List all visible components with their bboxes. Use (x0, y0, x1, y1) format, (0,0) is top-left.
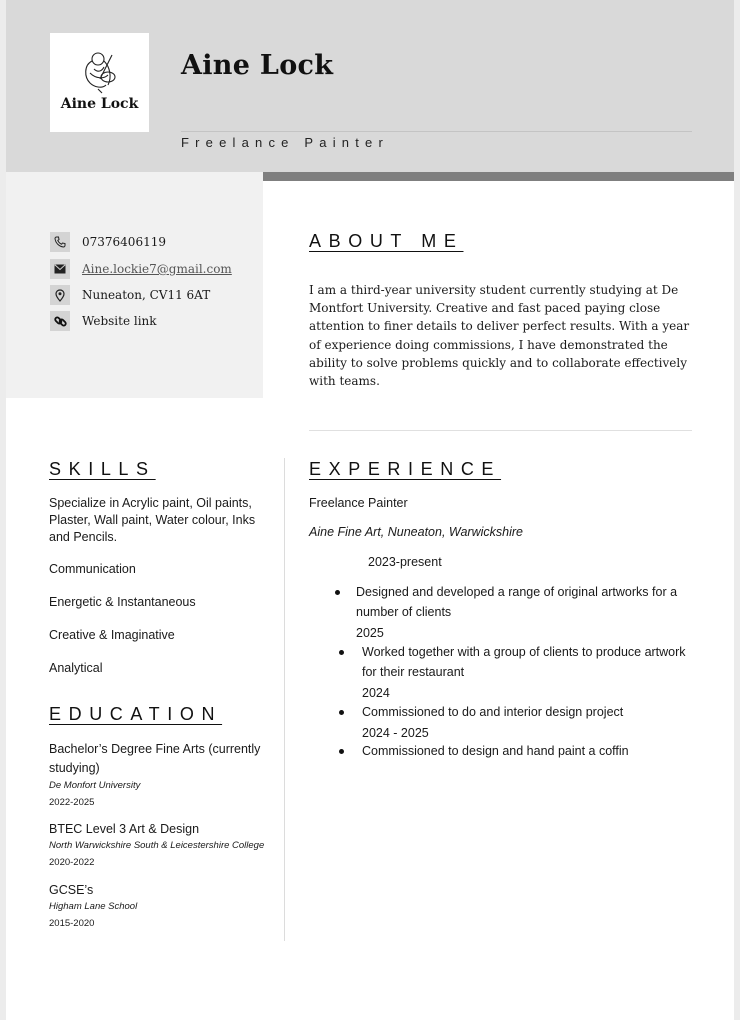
bullet-dot (335, 590, 340, 595)
skill-item: Specialize in Acrylic paint, Oil paints, Plaster, Wall paint, Water colour, Inks and Pencils. (49, 496, 256, 544)
skill-item: Energetic & Instantaneous (49, 595, 196, 609)
experience-item-year: 2024 - 2025 (362, 726, 429, 740)
job-title: Freelance Painter (181, 135, 390, 150)
skills-heading: SKILLS (49, 459, 156, 479)
education-years: 2020-2022 (49, 857, 95, 868)
education-school: De Monfort University (49, 780, 141, 791)
experience-item: Worked together with a group of clients to produce artwork for their restaurant (362, 645, 686, 679)
experience-item: Commissioned to design and hand paint a coffin (362, 744, 629, 758)
about-text: I am a third-year university student currently studying at De Montfort University. Creative and fast paced paying close attention to finer details to deliver perfect results. With a year of experience doing commissions, I have demonstrated the ability to solve problems quickly and to collaborate effectively with teams. (309, 283, 690, 389)
envelope-icon (50, 259, 70, 279)
header-divider (181, 131, 692, 132)
skill-item: Communication (49, 562, 136, 576)
location-text: Nuneaton, CV11 6AT (82, 288, 211, 302)
experience-period: 2023-present (368, 555, 442, 569)
website-link[interactable]: Website link (82, 314, 157, 328)
education-title: BTEC Level 3 Art & Design (49, 822, 200, 836)
education-title: GCSE’s (49, 883, 94, 897)
about-divider (309, 430, 692, 431)
resume-page (6, 0, 734, 1020)
phone-text: 07376406119 (82, 235, 166, 249)
painter-figure-icon (78, 49, 122, 95)
experience-item-year: 2025 (356, 626, 384, 640)
experience-role: Freelance Painter (309, 496, 408, 510)
page-title: Aine Lock (181, 50, 334, 81)
education-school: Higham Lane School (49, 901, 138, 912)
experience-item: Designed and developed a range of original artworks for a number of clients (356, 585, 678, 619)
logo-text: Aine Lock (60, 96, 139, 112)
experience-heading: EXPERIENCE (309, 459, 502, 479)
bullet-dot (339, 710, 344, 715)
logo (50, 33, 149, 132)
link-icon (50, 311, 70, 331)
experience-company: Aine Fine Art, Nuneaton, Warwickshire (309, 525, 523, 539)
phone-icon (50, 232, 70, 252)
education-school: North Warwickshire South & Leicestershire College (49, 840, 265, 851)
experience-item-year: 2024 (362, 686, 390, 700)
location-pin-icon (50, 285, 70, 305)
education-years: 2015-2020 (49, 918, 95, 929)
education-years: 2022-2025 (49, 797, 95, 808)
skill-item: Creative & Imaginative (49, 628, 175, 642)
bullet-dot (339, 749, 344, 754)
education-title: Bachelor’s Degree Fine Arts (currently studying) (49, 742, 261, 775)
about-heading: ABOUT ME (309, 231, 464, 251)
column-divider (284, 458, 285, 941)
bullet-dot (339, 650, 344, 655)
accent-bar (263, 172, 734, 181)
email-link[interactable]: Aine.lockie7@gmail.com (82, 262, 232, 276)
contact-location (50, 285, 210, 305)
education-heading: EDUCATION (49, 704, 223, 724)
skill-item: Analytical (49, 661, 103, 675)
experience-item: Commissioned to do and interior design project (362, 705, 624, 719)
contact-website (50, 311, 157, 331)
contact-phone (50, 232, 166, 252)
contact-email (50, 259, 232, 279)
